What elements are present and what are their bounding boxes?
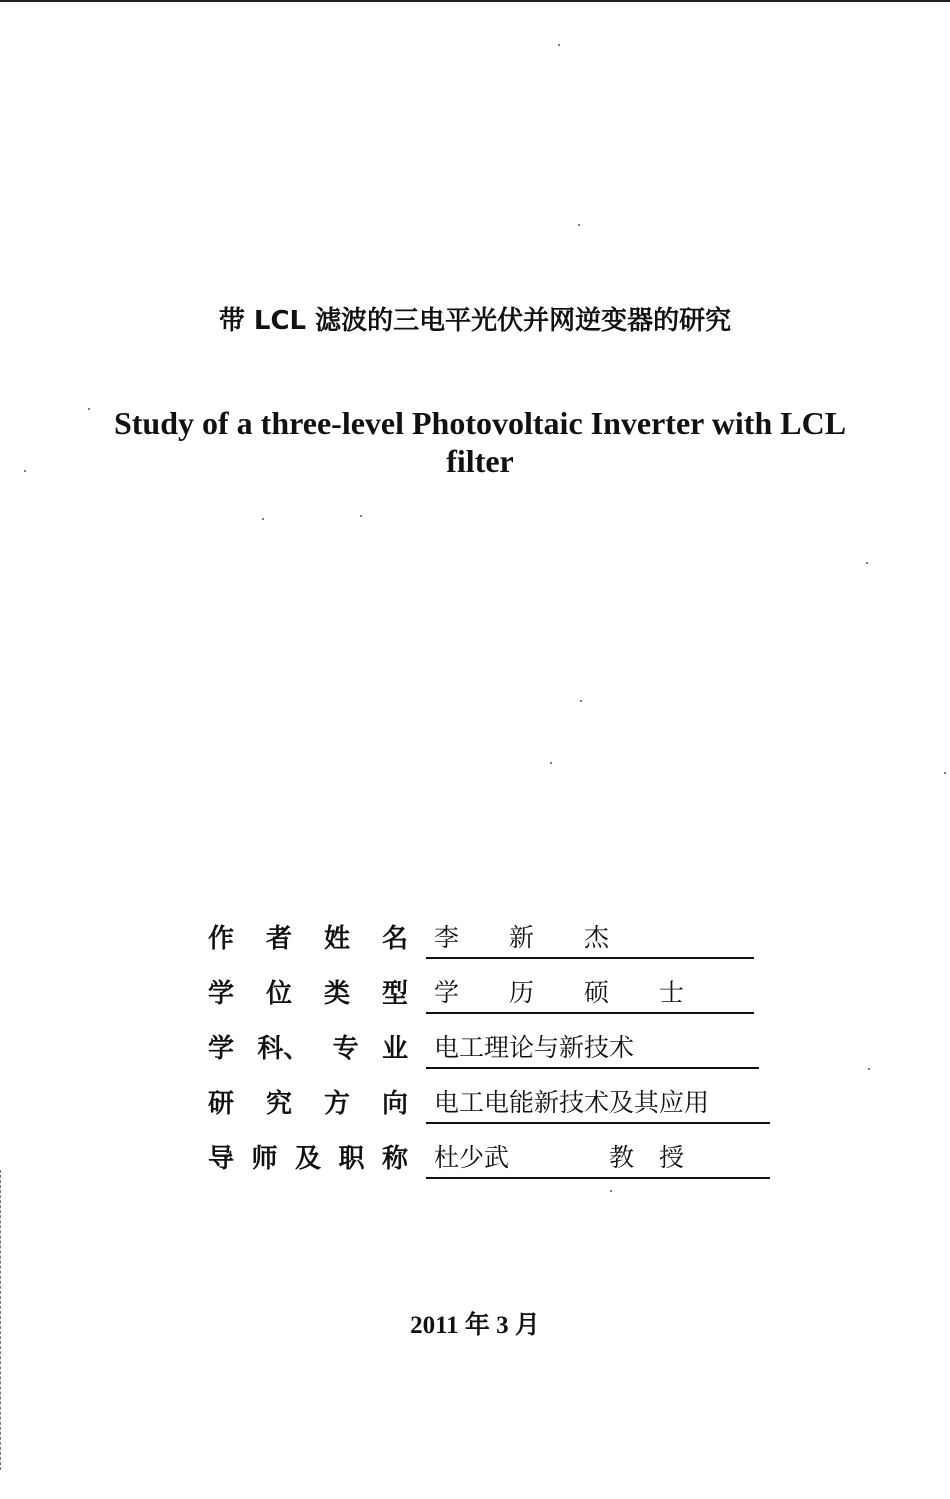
chinese-title: 带 LCL 滤波的三电平光伏并网逆变器的研究 — [218, 306, 732, 336]
scan-speck — [550, 762, 552, 764]
author-row — [208, 904, 808, 959]
scan-speck — [868, 1068, 870, 1070]
research-direction-row — [208, 1069, 808, 1124]
scan-speck — [578, 224, 580, 226]
degree-type-value: 学 历 硕 士 — [426, 976, 754, 1014]
author-label: 作 者 姓 名 — [208, 924, 408, 954]
major-value: 电工理论与新技术 — [426, 1031, 759, 1069]
author-value: 李 新 杰 — [426, 921, 754, 959]
scan-speck — [944, 772, 946, 774]
thesis-info-block — [208, 904, 808, 1179]
major-row — [208, 1014, 808, 1069]
date: 2011 年 3 月 — [410, 1312, 540, 1339]
scan-speck — [24, 470, 26, 472]
scan-speck — [360, 515, 362, 517]
top-border-line — [0, 0, 950, 2]
supervisor-label: 导 师 及 职 称 — [208, 1144, 408, 1174]
scan-speck — [558, 44, 560, 46]
research-direction-label: 研 究 方 向 — [208, 1089, 408, 1119]
scan-speck — [262, 518, 264, 520]
scan-speck — [88, 408, 90, 410]
scan-speck — [610, 1190, 612, 1192]
supervisor-row — [208, 1124, 808, 1179]
english-title: Study of a three-level Photovoltaic Inverter with LCL filter — [113, 405, 847, 479]
research-direction-value: 电工电能新技术及其应用 — [426, 1086, 770, 1124]
degree-type-label: 学 位 类 型 — [208, 979, 408, 1009]
degree-type-row — [208, 959, 808, 1014]
major-label: 学 科、 专 业 — [208, 1034, 408, 1064]
supervisor-value: 杜少武 教 授 — [426, 1141, 770, 1179]
scan-margin-marks — [0, 1170, 3, 1470]
scan-speck — [580, 700, 582, 702]
scan-speck — [866, 562, 868, 564]
